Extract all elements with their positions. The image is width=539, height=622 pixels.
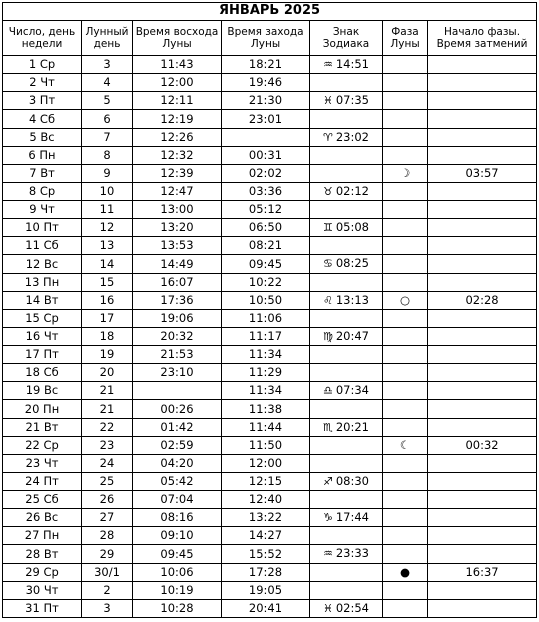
moonset-cell: 05:12	[222, 201, 310, 219]
moonrise-cell: 19:06	[133, 309, 222, 327]
date-cell: 13 Пн	[3, 273, 82, 291]
aquarius-icon: ♒	[322, 58, 333, 72]
moonrise-cell: 21:53	[133, 346, 222, 364]
moonset-cell: 11:34	[222, 382, 310, 400]
phase-cell	[383, 563, 428, 581]
zodiac-cell	[310, 110, 383, 128]
phase-cell	[383, 92, 428, 110]
zodiac-time: 02:12	[335, 183, 370, 198]
lunar-day-cell: 28	[82, 527, 133, 545]
zodiac-time: 02:54	[335, 600, 370, 615]
zodiac-cell	[310, 545, 383, 563]
zodiac-cell	[310, 201, 383, 219]
moonset-cell: 11:29	[222, 364, 310, 382]
table-row	[3, 436, 537, 454]
zodiac-cell	[310, 182, 383, 200]
lunar-day-cell: 21	[82, 400, 133, 418]
phase-time-cell	[428, 146, 537, 164]
phase-time-cell	[428, 418, 537, 436]
moonrise-cell: 14:49	[133, 255, 222, 273]
zodiac-time: 08:30	[335, 473, 370, 488]
phase-cell	[383, 454, 428, 472]
phase-time-cell	[428, 110, 537, 128]
table-row	[3, 110, 537, 128]
phase-cell	[383, 146, 428, 164]
lunar-day-cell: 7	[82, 128, 133, 146]
moonrise-cell: 09:10	[133, 527, 222, 545]
date-cell: 24 Пт	[3, 472, 82, 490]
table-row	[3, 327, 537, 345]
table-row	[3, 400, 537, 418]
phase-time-cell	[428, 382, 537, 400]
moonset-cell: 11:38	[222, 400, 310, 418]
moonset-cell: 10:22	[222, 273, 310, 291]
table-row	[3, 364, 537, 382]
zodiac-cell	[310, 364, 383, 382]
date-cell: 28 Вт	[3, 545, 82, 563]
phase-time-cell	[428, 128, 537, 146]
table-row	[3, 309, 537, 327]
phase-time-cell	[428, 509, 537, 527]
table-row	[3, 255, 537, 273]
zodiac-cell	[310, 454, 383, 472]
lunar-day-cell: 5	[82, 92, 133, 110]
lunar-day-cell: 9	[82, 164, 133, 182]
lunar-day-cell: 13	[82, 237, 133, 255]
date-cell: 31 Пт	[3, 599, 82, 617]
pisces-icon: ♓	[322, 94, 333, 108]
moonset-cell: 14:27	[222, 527, 310, 545]
table-row	[3, 599, 537, 617]
table-row	[3, 382, 537, 400]
moonrise-cell: 10:19	[133, 581, 222, 599]
phase-time-cell	[428, 527, 537, 545]
lunar-day-cell: 16	[82, 291, 133, 309]
date-cell: 2 Чт	[3, 74, 82, 92]
phase-time-cell	[428, 273, 537, 291]
date-cell: 3 Пт	[3, 92, 82, 110]
lunar-day-cell: 18	[82, 327, 133, 345]
date-cell: 17 Пт	[3, 346, 82, 364]
table-row	[3, 56, 537, 74]
phase-cell	[383, 491, 428, 509]
table-row	[3, 237, 537, 255]
phase-cell	[383, 527, 428, 545]
phase-cell	[383, 182, 428, 200]
zodiac-cell	[310, 327, 383, 345]
lunar-day-cell: 4	[82, 74, 133, 92]
zodiac-time: 13:13	[335, 292, 370, 307]
date-cell: 18 Сб	[3, 364, 82, 382]
table-row	[3, 581, 537, 599]
table-row	[3, 291, 537, 309]
phase-time-cell	[428, 237, 537, 255]
phase-time-cell	[428, 581, 537, 599]
zodiac-cell	[310, 418, 383, 436]
header-phase: Фаза Луны	[383, 21, 428, 56]
phase-time-cell	[428, 182, 537, 200]
lunar-day-cell: 22	[82, 418, 133, 436]
moonset-cell: 11:17	[222, 327, 310, 345]
phase-time-cell	[428, 309, 537, 327]
lunar-day-cell: 3	[82, 56, 133, 74]
date-cell: 6 Пн	[3, 146, 82, 164]
phase-time-cell	[428, 491, 537, 509]
moonrise-cell: 10:28	[133, 599, 222, 617]
phase-time-cell	[428, 346, 537, 364]
zodiac-time: 07:35	[335, 93, 370, 108]
full-moon-icon: ○	[399, 292, 411, 307]
gemini-icon: ♊	[322, 221, 333, 235]
phase-time-cell: 00:32	[428, 436, 537, 454]
date-cell: 23 Чт	[3, 454, 82, 472]
lunar-day-cell: 27	[82, 509, 133, 527]
moonset-cell: 15:52	[222, 545, 310, 563]
moonrise-cell: 12:11	[133, 92, 222, 110]
zodiac-time: 20:21	[335, 419, 370, 434]
moonrise-cell: 12:26	[133, 128, 222, 146]
moonrise-cell: 02:59	[133, 436, 222, 454]
table-row	[3, 472, 537, 490]
virgo-icon: ♍	[322, 329, 333, 343]
zodiac-cell	[310, 56, 383, 74]
zodiac-cell	[310, 273, 383, 291]
zodiac-time: 14:51	[335, 57, 370, 72]
moonset-cell: 11:50	[222, 436, 310, 454]
lunar-day-cell: 15	[82, 273, 133, 291]
lunar-day-cell: 21	[82, 382, 133, 400]
zodiac-cell	[310, 146, 383, 164]
zodiac-cell	[310, 291, 383, 309]
zodiac-cell	[310, 164, 383, 182]
date-cell: 12 Вс	[3, 255, 82, 273]
lunar-day-cell: 25	[82, 472, 133, 490]
libra-icon: ♎	[322, 384, 333, 398]
moonset-cell: 11:34	[222, 346, 310, 364]
moonset-cell: 08:21	[222, 237, 310, 255]
moonset-cell: 11:06	[222, 309, 310, 327]
lunar-day-cell: 3	[82, 599, 133, 617]
pisces-icon: ♓	[322, 601, 333, 615]
phase-cell	[383, 74, 428, 92]
lunar-day-cell: 30/1	[82, 563, 133, 581]
phase-cell	[383, 400, 428, 418]
zodiac-time: 05:08	[335, 220, 370, 235]
lunar-day-cell: 8	[82, 146, 133, 164]
date-cell: 26 Вс	[3, 509, 82, 527]
header-moonrise: Время восхода Луны	[133, 21, 222, 56]
table-row	[3, 346, 537, 364]
zodiac-time: 23:33	[335, 546, 370, 561]
moonset-cell: 06:50	[222, 219, 310, 237]
phase-cell	[383, 472, 428, 490]
lunar-day-cell: 17	[82, 309, 133, 327]
phase-time-cell: 16:37	[428, 563, 537, 581]
phase-cell	[383, 346, 428, 364]
moonrise-cell: 13:53	[133, 237, 222, 255]
zodiac-cell	[310, 509, 383, 527]
date-cell: 29 Ср	[3, 563, 82, 581]
moonrise-cell: 16:07	[133, 273, 222, 291]
moonrise-cell: 20:32	[133, 327, 222, 345]
moonrise-cell: 05:42	[133, 472, 222, 490]
moonset-cell	[222, 128, 310, 146]
date-cell: 19 Вс	[3, 382, 82, 400]
lunar-day-cell: 11	[82, 201, 133, 219]
moonrise-cell: 00:26	[133, 400, 222, 418]
zodiac-cell	[310, 563, 383, 581]
zodiac-cell	[310, 309, 383, 327]
aquarius-icon: ♒	[322, 547, 333, 561]
phase-cell	[383, 255, 428, 273]
zodiac-cell	[310, 581, 383, 599]
date-cell: 11 Сб	[3, 237, 82, 255]
date-cell: 7 Вт	[3, 164, 82, 182]
table-row	[3, 273, 537, 291]
phase-time-cell	[428, 364, 537, 382]
zodiac-cell	[310, 527, 383, 545]
table-row	[3, 418, 537, 436]
cancer-icon: ♋	[322, 257, 333, 271]
table-row	[3, 201, 537, 219]
zodiac-cell	[310, 92, 383, 110]
moonrise-cell: 10:06	[133, 563, 222, 581]
leo-icon: ♌	[322, 293, 333, 307]
table-row	[3, 219, 537, 237]
phase-time-cell	[428, 599, 537, 617]
phase-cell	[383, 599, 428, 617]
lunar-day-cell: 14	[82, 255, 133, 273]
last-quarter-moon-icon: ☾	[399, 437, 411, 452]
lunar-day-cell: 10	[82, 182, 133, 200]
moonset-cell: 00:31	[222, 146, 310, 164]
header-date: Число, день недели	[3, 21, 82, 56]
table-row	[3, 527, 537, 545]
moonrise-cell: 12:19	[133, 110, 222, 128]
date-cell: 27 Пн	[3, 527, 82, 545]
phase-time-cell: 03:57	[428, 164, 537, 182]
phase-time-cell	[428, 454, 537, 472]
phase-time-cell	[428, 400, 537, 418]
zodiac-cell	[310, 346, 383, 364]
zodiac-cell	[310, 436, 383, 454]
header-lunar-day: Лунный день	[82, 21, 133, 56]
date-cell: 15 Ср	[3, 309, 82, 327]
date-cell: 16 Чт	[3, 327, 82, 345]
moonrise-cell: 07:04	[133, 491, 222, 509]
taurus-icon: ♉	[322, 184, 333, 198]
phase-time-cell	[428, 327, 537, 345]
moonset-cell: 20:41	[222, 599, 310, 617]
phase-cell	[383, 110, 428, 128]
moonrise-cell: 11:43	[133, 56, 222, 74]
moonrise-cell	[133, 382, 222, 400]
lunar-calendar-table	[2, 2, 537, 618]
phase-cell	[383, 273, 428, 291]
moonset-cell: 17:28	[222, 563, 310, 581]
lunar-day-cell: 20	[82, 364, 133, 382]
table-row	[3, 509, 537, 527]
phase-cell	[383, 364, 428, 382]
phase-cell	[383, 382, 428, 400]
moonset-cell: 13:22	[222, 509, 310, 527]
new-moon-icon: ●	[399, 564, 411, 579]
moonrise-cell: 04:20	[133, 454, 222, 472]
moonset-cell: 19:46	[222, 74, 310, 92]
moonrise-cell: 12:00	[133, 74, 222, 92]
table-row	[3, 491, 537, 509]
zodiac-cell	[310, 472, 383, 490]
phase-cell	[383, 309, 428, 327]
header-moonset: Время захода Луны	[222, 21, 310, 56]
zodiac-time: 23:02	[335, 129, 370, 144]
moonrise-cell: 12:39	[133, 164, 222, 182]
moonset-cell: 18:21	[222, 56, 310, 74]
date-cell: 4 Сб	[3, 110, 82, 128]
moonrise-cell: 09:45	[133, 545, 222, 563]
date-cell: 8 Ср	[3, 182, 82, 200]
table-row	[3, 563, 537, 581]
table-row	[3, 164, 537, 182]
table-row	[3, 146, 537, 164]
zodiac-cell	[310, 400, 383, 418]
phase-time-cell: 02:28	[428, 291, 537, 309]
zodiac-cell	[310, 219, 383, 237]
moonrise-cell: 12:47	[133, 182, 222, 200]
lunar-day-cell: 23	[82, 436, 133, 454]
moonset-cell: 19:05	[222, 581, 310, 599]
moonset-cell: 02:02	[222, 164, 310, 182]
header-zodiac: Знак Зодиака	[310, 21, 383, 56]
table-row	[3, 454, 537, 472]
moonset-cell: 12:15	[222, 472, 310, 490]
zodiac-cell	[310, 491, 383, 509]
date-cell: 22 Ср	[3, 436, 82, 454]
lunar-day-cell: 26	[82, 491, 133, 509]
date-cell: 5 Вс	[3, 128, 82, 146]
phase-time-cell	[428, 255, 537, 273]
phase-time-cell	[428, 219, 537, 237]
phase-cell	[383, 418, 428, 436]
phase-time-cell	[428, 92, 537, 110]
phase-cell	[383, 581, 428, 599]
date-cell: 21 Вт	[3, 418, 82, 436]
phase-cell	[383, 201, 428, 219]
moonset-cell: 09:45	[222, 255, 310, 273]
phase-cell	[383, 219, 428, 237]
calendar-title: ЯНВАРЬ 2025	[3, 3, 537, 21]
phase-cell	[383, 164, 428, 182]
moonrise-cell: 17:36	[133, 291, 222, 309]
phase-cell	[383, 291, 428, 309]
moonrise-cell: 01:42	[133, 418, 222, 436]
date-cell: 14 Вт	[3, 291, 82, 309]
zodiac-cell	[310, 128, 383, 146]
lunar-day-cell: 6	[82, 110, 133, 128]
moonset-cell: 03:36	[222, 182, 310, 200]
phase-cell	[383, 545, 428, 563]
date-cell: 25 Сб	[3, 491, 82, 509]
zodiac-cell	[310, 599, 383, 617]
table-row	[3, 74, 537, 92]
scorpio-icon: ♏	[322, 420, 333, 434]
zodiac-cell	[310, 74, 383, 92]
lunar-day-cell: 24	[82, 454, 133, 472]
lunar-day-cell: 2	[82, 581, 133, 599]
phase-cell	[383, 56, 428, 74]
zodiac-time: 08:25	[335, 256, 370, 271]
moonset-cell: 12:40	[222, 491, 310, 509]
phase-time-cell	[428, 74, 537, 92]
lunar-day-cell: 19	[82, 346, 133, 364]
lunar-day-cell: 29	[82, 545, 133, 563]
aries-icon: ♈	[322, 130, 333, 144]
zodiac-time: 20:47	[335, 328, 370, 343]
zodiac-time: 17:44	[335, 510, 370, 525]
phase-time-cell	[428, 472, 537, 490]
moonrise-cell: 13:00	[133, 201, 222, 219]
table-row	[3, 545, 537, 563]
zodiac-time: 07:34	[335, 383, 370, 398]
phase-cell	[383, 436, 428, 454]
phase-cell	[383, 237, 428, 255]
moonset-cell: 23:01	[222, 110, 310, 128]
date-cell: 30 Чт	[3, 581, 82, 599]
table-row	[3, 182, 537, 200]
moonset-cell: 11:44	[222, 418, 310, 436]
capricorn-icon: ♑	[322, 511, 333, 525]
phase-time-cell	[428, 56, 537, 74]
date-cell: 1 Ср	[3, 56, 82, 74]
moonrise-cell: 12:32	[133, 146, 222, 164]
zodiac-cell	[310, 382, 383, 400]
date-cell: 10 Пт	[3, 219, 82, 237]
date-cell: 20 Пн	[3, 400, 82, 418]
phase-cell	[383, 327, 428, 345]
phase-cell	[383, 509, 428, 527]
table-row	[3, 92, 537, 110]
zodiac-cell	[310, 237, 383, 255]
moonrise-cell: 08:16	[133, 509, 222, 527]
moonset-cell: 10:50	[222, 291, 310, 309]
first-quarter-moon-icon: ☽	[399, 165, 411, 180]
moonrise-cell: 13:20	[133, 219, 222, 237]
moonset-cell: 12:00	[222, 454, 310, 472]
moonrise-cell: 23:10	[133, 364, 222, 382]
phase-time-cell	[428, 201, 537, 219]
date-cell: 9 Чт	[3, 201, 82, 219]
header-phase-start: Начало фазы. Время затмений	[428, 21, 537, 56]
moonset-cell: 21:30	[222, 92, 310, 110]
phase-time-cell	[428, 545, 537, 563]
phase-cell	[383, 128, 428, 146]
sagittarius-icon: ♐	[322, 474, 333, 488]
zodiac-cell	[310, 255, 383, 273]
table-row	[3, 128, 537, 146]
lunar-day-cell: 12	[82, 219, 133, 237]
